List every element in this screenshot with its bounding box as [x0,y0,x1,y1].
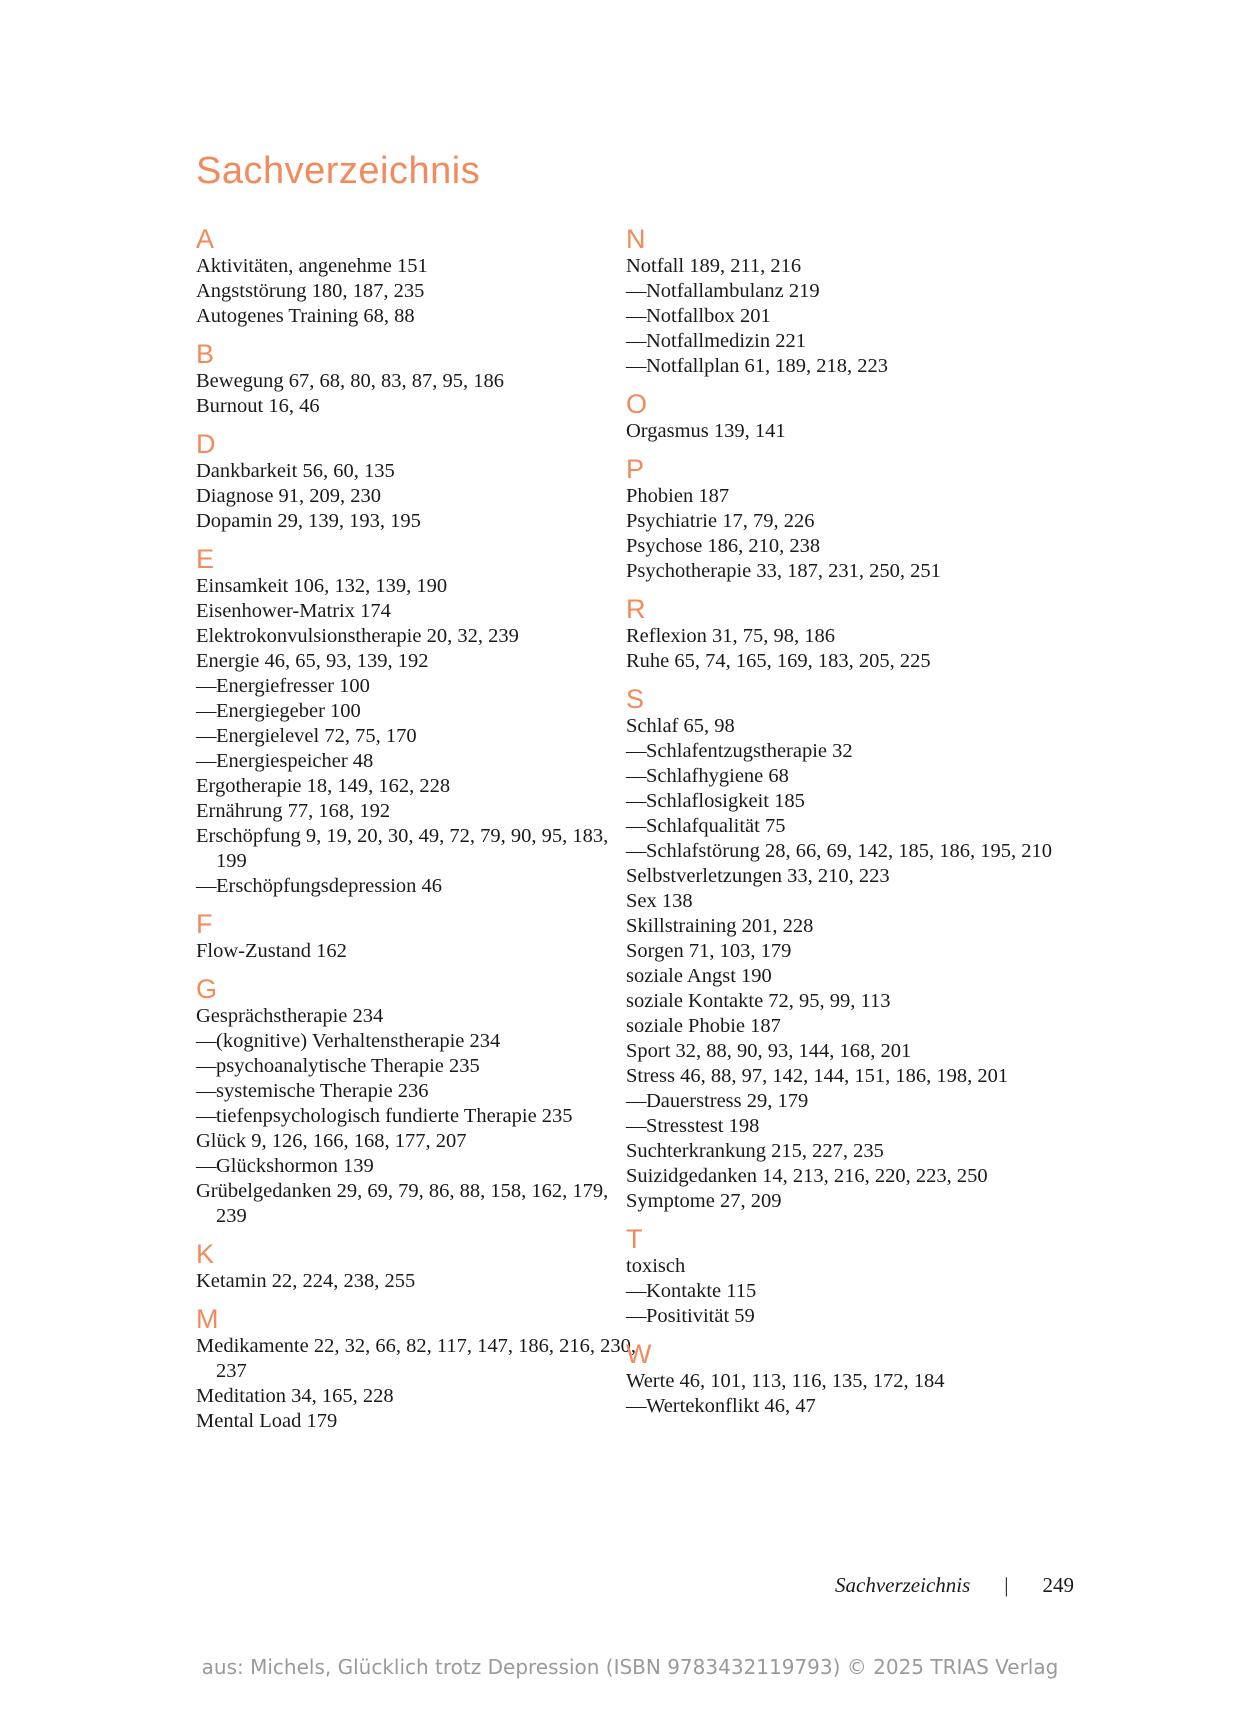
index-section-p [626,454,1086,584]
index-entry: Elektrokonvulsionstherapie 20, 32, 239 [196,625,519,647]
index-subentry: — Notfallplan 61, 189, 218, 223 [626,354,1086,379]
index-entry: soziale Kontakte 72, 95, 99, 113 [626,990,891,1012]
index-entry: Diagnose 91, 209, 230 [196,485,382,507]
index-entry: Selbstverletzungen 33, 210, 223 [626,865,890,887]
index-section-e [196,544,636,899]
index-section-w [626,1339,1086,1419]
index-entry: Aktivitäten, angenehme 151 [196,255,428,277]
index-subentry: — psychoanalytische Therapie 235 [196,1054,636,1079]
index-section-n [626,224,1086,379]
index-subentry: — Energiefresser 100 [196,674,636,699]
index-entry: Notfall 189, 211, 216 [626,255,802,277]
index-entry: Ergotherapie 18, 149, 162, 228 [196,775,451,797]
index-subentry: — Wertekonflikt 46, 47 [626,1394,1086,1419]
index-entry: Symptome 27, 209 [626,1190,782,1212]
section-letter: N [626,224,646,254]
index-entry: Ketamin 22, 224, 238, 255 [196,1270,416,1292]
index-section-f [196,909,636,964]
section-letter: F [196,909,213,939]
index-subentry: — systemische Therapie 236 [196,1079,636,1104]
index-subentry: — (kognitive) Verhaltenstherapie 234 [196,1029,636,1054]
index-subentry: — Energielevel 72, 75, 170 [196,724,636,749]
index-entry: Ernährung 77, 168, 192 [196,800,391,822]
page-footer [835,1573,1074,1598]
index-subentry: — Notfallambulanz 219 [626,279,1086,304]
index-subentry: — Positivität 59 [626,1304,1086,1329]
index-column-left [196,224,636,1444]
index-entry: Medikamente 22, 32, 66, 82, 117, 147, 186, 216, 230, 237 [196,1335,636,1382]
index-entry: Sex 138 [626,890,693,912]
section-letter: T [626,1224,643,1254]
index-entry: Psychiatrie 17, 79, 226 [626,510,815,532]
index-entry: Psychotherapie 33, 187, 231, 250, 251 [626,560,941,582]
section-letter: P [626,454,645,484]
index-subentry: — Schlafentzugstherapie 32 [626,739,1086,764]
index-section-t [626,1224,1086,1329]
index-entry: Orgasmus 139, 141 [626,420,786,442]
section-letter: A [196,224,215,254]
footer-separator: | [1004,1573,1009,1597]
index-entry: Glück 9, 126, 166, 168, 177, 207 [196,1130,467,1152]
index-entry: Energie 46, 65, 93, 139, 192 [196,650,429,672]
index-subentry: — Energiegeber 100 [196,699,636,724]
section-letter: G [196,974,218,1004]
index-subentry: — Schlaflosigkeit 185 [626,789,1086,814]
index-subentry: — Energiespeicher 48 [196,749,636,774]
index-entry: Sorgen 71, 103, 179 [626,940,792,962]
index-entry: Mental Load 179 [196,1410,338,1432]
index-entry: Werte 46, 101, 113, 116, 135, 172, 184 [626,1370,945,1392]
index-section-m [196,1304,636,1434]
index-entry: Flow-Zustand 162 [196,940,347,962]
index-section-d [196,429,636,534]
index-entry: Einsamkeit 106, 132, 139, 190 [196,575,448,597]
index-entry: Burnout 16, 46 [196,395,320,417]
copyright-credit: aus: Michels, Glücklich trotz Depression (ISBN 9783432119793) © 2025 TRIAS Verlag [201,1655,1059,1679]
index-subentry: — tiefenpsychologisch fundierte Therapie 235 [196,1104,636,1129]
index-subentry: — Stresstest 198 [626,1114,1086,1139]
index-column-right [626,224,1086,1429]
index-entry: Erschöpfung 9, 19, 20, 30, 49, 72, 79, 90, 95, 183, 199 [196,825,609,872]
index-entry: Ruhe 65, 74, 165, 169, 183, 205, 225 [626,650,931,672]
index-entry: soziale Phobie 187 [626,1015,781,1037]
index-entry: Dopamin 29, 139, 193, 195 [196,510,421,532]
section-letter: B [196,339,215,369]
index-subentry: — Dauerstress 29, 179 [626,1089,1086,1114]
section-letter: K [196,1239,215,1269]
index-entry: Gesprächstherapie 234 [196,1005,384,1027]
section-letter: E [196,544,215,574]
index-subentry: — Glückshormon 139 [196,1154,636,1179]
index-entry: Suchterkrankung 215, 227, 235 [626,1140,884,1162]
section-letter: D [196,429,216,459]
index-subentry: — Schlafstörung 28, 66, 69, 142, 185, 186, 195, 210 [626,839,1086,864]
index-entry: Angststörung 180, 187, 235 [196,280,425,302]
index-entry: soziale Angst 190 [626,965,772,987]
index-section-b [196,339,636,419]
index-subentry: — Schlafhygiene 68 [626,764,1086,789]
index-section-g [196,974,636,1229]
index-subentry: — Notfallbox 201 [626,304,1086,329]
index-entry: toxisch [626,1255,686,1277]
index-entry: Bewegung 67, 68, 80, 83, 87, 95, 186 [196,370,505,392]
index-subentry: — Erschöpfungsdepression 46 [196,874,636,899]
index-subentry: — Kontakte 115 [626,1279,1086,1304]
page-number: 249 [1042,1573,1075,1597]
index-entry: Sport 32, 88, 90, 93, 144, 168, 201 [626,1040,912,1062]
index-entry: Autogenes Training 68, 88 [196,305,415,327]
index-entry: Psychose 186, 210, 238 [626,535,821,557]
index-entry: Suizidgedanken 14, 213, 216, 220, 223, 250 [626,1165,988,1187]
index-entry: Dankbarkeit 56, 60, 135 [196,460,395,482]
index-section-s [626,684,1086,1214]
index-section-o [626,389,1086,444]
index-section-k [196,1239,636,1294]
section-letter: S [626,684,645,714]
index-section-r [626,594,1086,674]
section-letter: O [626,389,648,419]
section-letter: M [196,1304,219,1334]
index-entry: Reflexion 31, 75, 98, 186 [626,625,835,647]
index-subentry: — Schlafqualität 75 [626,814,1086,839]
index-subentry: — Notfallmedizin 221 [626,329,1086,354]
footer-section-label: Sachverzeichnis [835,1573,971,1597]
index-entry: Phobien 187 [626,485,730,507]
index-entry: Stress 46, 88, 97, 142, 144, 151, 186, 198, 201 [626,1065,1009,1087]
index-entry: Skillstraining 201, 228 [626,915,814,937]
index-entry: Eisenhower-Matrix 174 [196,600,391,622]
index-entry: Schlaf 65, 98 [626,715,735,737]
section-letter: R [626,594,646,624]
index-entry: Meditation 34, 165, 228 [196,1385,394,1407]
section-letter: W [626,1339,652,1369]
index-entry: Grübelgedanken 29, 69, 79, 86, 88, 158, 162, 179, 239 [196,1180,609,1227]
page-title: Sachverzeichnis [196,150,481,192]
index-section-a [196,224,636,329]
